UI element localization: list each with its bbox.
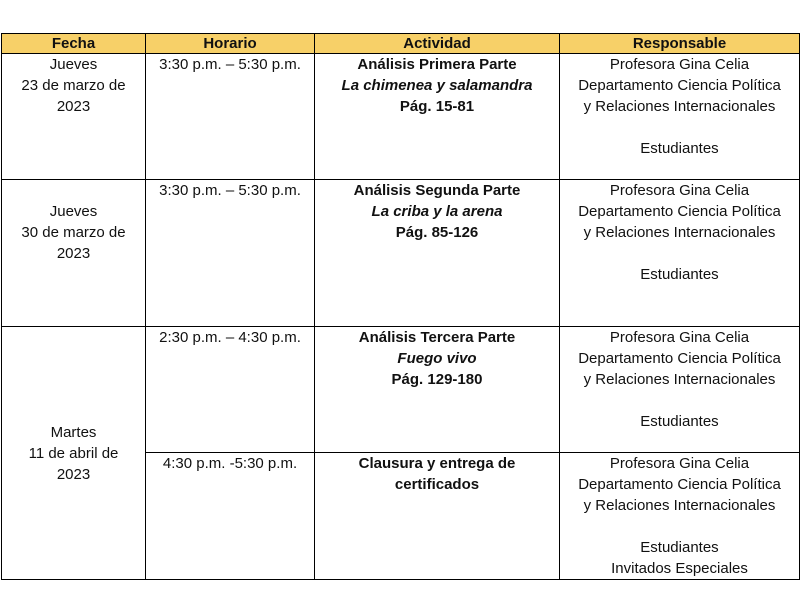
spacer — [2, 180, 145, 201]
table-row — [2, 180, 800, 327]
activity-book: La criba y la arena — [371, 203, 503, 220]
responsible-cell — [560, 327, 800, 453]
date-cell — [2, 327, 146, 580]
date-year: 2023 — [56, 465, 91, 483]
time-range: 3:30 p.m. – 5:30 p.m. — [159, 182, 301, 199]
table-row — [2, 327, 800, 453]
responsible-extra: Estudiantes — [640, 266, 719, 283]
activity-title: Análisis Primera Parte — [357, 56, 517, 73]
responsible-line: y Relaciones Internacionales — [583, 371, 776, 388]
date-cell — [2, 180, 146, 327]
responsible-extra: Estudiantes — [640, 413, 719, 430]
spacer — [560, 243, 799, 264]
responsible-extra: Estudiantes — [640, 140, 719, 157]
spacer — [560, 117, 799, 138]
responsible-line: Profesora Gina Celia — [609, 182, 750, 199]
responsible-line: Departamento Ciencia Política — [578, 476, 781, 493]
time-cell — [146, 453, 315, 580]
responsible-line: Departamento Ciencia Política — [578, 203, 781, 220]
time-range: 4:30 p.m. -5:30 p.m. — [162, 455, 298, 472]
header-responsable: Responsable — [560, 34, 800, 54]
date-day: 23 de marzo de — [21, 77, 126, 94]
responsible-line: y Relaciones Internacionales — [583, 98, 776, 115]
responsible-line: y Relaciones Internacionales — [583, 497, 776, 514]
responsible-extra: Invitados Especiales — [611, 560, 748, 577]
time-cell — [146, 327, 315, 453]
activity-title: Clausura y entrega de certificados — [358, 455, 516, 493]
date-weekday: Jueves — [49, 203, 98, 220]
header-fecha: Fecha — [2, 34, 146, 54]
date-weekday: Jueves — [49, 56, 98, 73]
activity-cell — [315, 453, 560, 580]
time-cell — [146, 54, 315, 180]
date-day: 30 de marzo de — [21, 224, 126, 241]
header-horario: Horario — [146, 34, 315, 54]
activity-title: Análisis Segunda Parte — [353, 182, 521, 199]
time-range: 3:30 p.m. – 5:30 p.m. — [159, 56, 301, 73]
activity-pages: Pág. 85-126 — [395, 224, 479, 241]
responsible-cell — [560, 54, 800, 180]
activity-title: Análisis Tercera Parte — [358, 329, 516, 346]
date-year: 2023 — [56, 245, 91, 262]
responsible-line: Profesora Gina Celia — [609, 56, 750, 73]
header-actividad: Actividad — [315, 34, 560, 54]
activity-book: Fuego vivo — [397, 350, 477, 367]
activity-cell — [315, 54, 560, 180]
date-weekday: Martes — [50, 423, 97, 441]
responsible-line: Profesora Gina Celia — [609, 455, 750, 472]
date-year: 2023 — [56, 98, 91, 115]
responsible-cell — [560, 180, 800, 327]
activity-book: La chimenea y salamandra — [341, 77, 533, 94]
time-range: 2:30 p.m. – 4:30 p.m. — [159, 329, 301, 346]
spacer — [560, 516, 799, 537]
activity-pages: Pág. 129-180 — [391, 371, 483, 388]
header-row — [2, 34, 800, 54]
activity-cell — [315, 180, 560, 327]
date-day: 11 de abril de — [28, 444, 119, 462]
responsible-line: Departamento Ciencia Política — [578, 350, 781, 367]
date-cell — [2, 54, 146, 180]
schedule-table — [1, 33, 800, 580]
table-row — [2, 54, 800, 180]
responsible-line: Profesora Gina Celia — [609, 329, 750, 346]
spacer — [560, 390, 799, 411]
responsible-line: Departamento Ciencia Política — [578, 77, 781, 94]
activity-cell — [315, 327, 560, 453]
responsible-cell — [560, 453, 800, 580]
responsible-line: y Relaciones Internacionales — [583, 224, 776, 241]
activity-pages: Pág. 15-81 — [399, 98, 475, 115]
responsible-extra: Estudiantes — [640, 539, 719, 556]
time-cell — [146, 180, 315, 327]
